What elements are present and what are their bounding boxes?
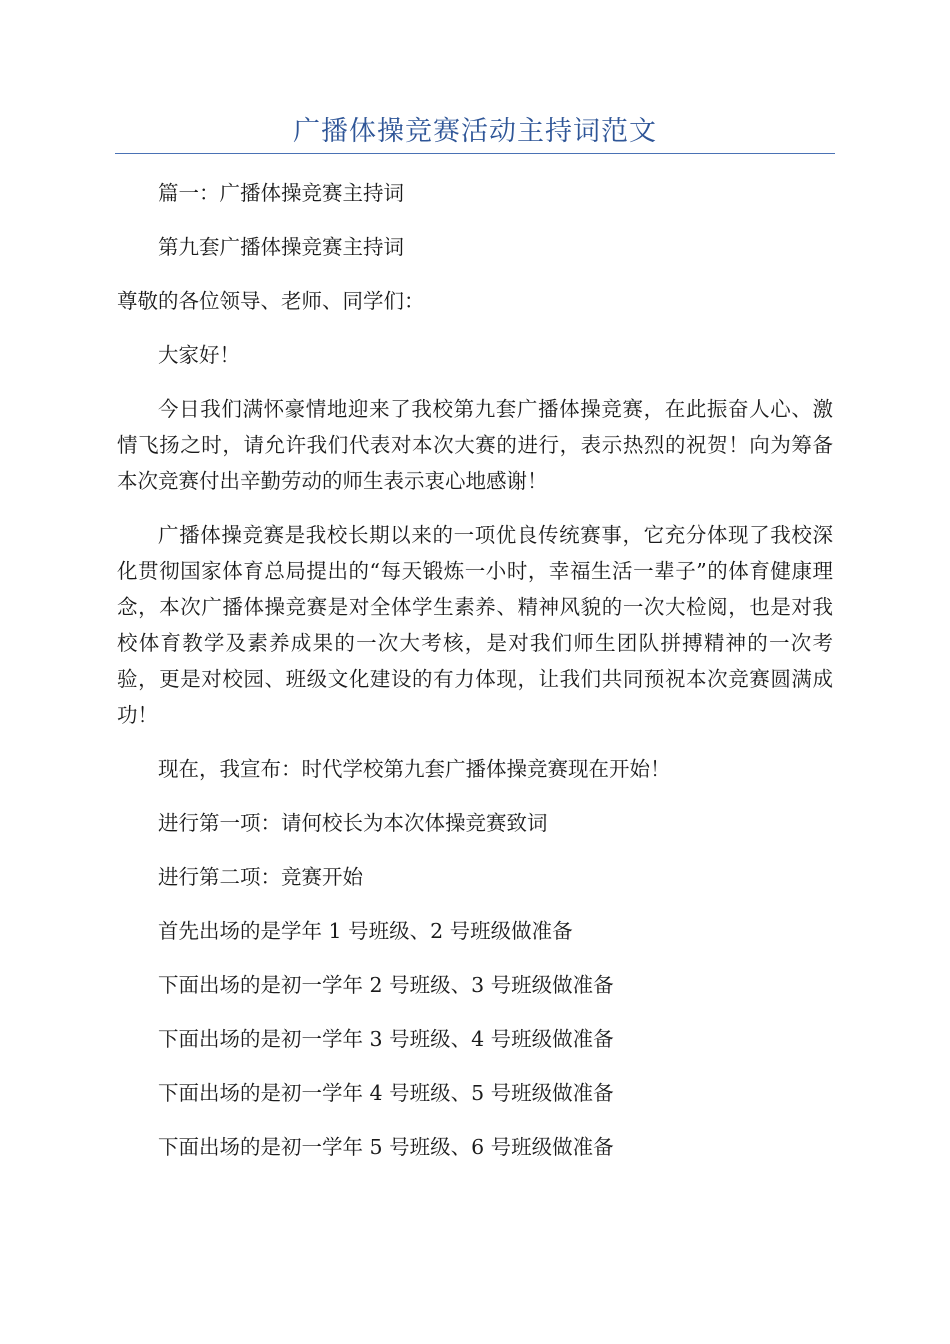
lineup-item: 下面出场的是初一学年 5 号班级、6 号班级做准备 [158,1135,614,1159]
section-heading: 篇一：广播体操竞赛主持词 [158,181,404,205]
lineup-item: 下面出场的是初一学年 3 号班级、4 号班级做准备 [158,1027,614,1051]
document-title: 广播体操竞赛活动主持词范文 [293,116,657,147]
document-body [117,175,833,1183]
lineup-item: 首先出场的是学年 1 号班级、2 号班级做准备 [158,919,573,943]
lineup-item: 下面出场的是初一学年 2 号班级、3 号班级做准备 [158,973,614,997]
salutation: 尊敬的各位领导、老师、同学们： [117,289,425,313]
title-underline [115,153,835,154]
tradition-paragraph: 广播体操竞赛是我校长期以来的一项优良传统赛事，它充分体现了我校深化贯彻国家体育总局提出的“每天锻炼一小时，幸福生活一辈子”的体育健康理念，本次广播体操竞赛是对全体学生素养、精神风貌的一次大检阅，也是对我校体育教学及素养成果的一次大考核，是对我们师生团队拼搏精神的一次考验，更是对校园、班级文化建设的有力体现，让我们共同预祝本次竞赛圆满成功！ [117,523,833,727]
subtitle: 第九套广播体操竞赛主持词 [158,235,404,259]
agenda-item: 进行第一项：请何校长为本次体操竞赛致词 [158,811,548,835]
announcement: 现在，我宣布：时代学校第九套广播体操竞赛现在开始！ [158,757,671,781]
greeting: 大家好！ [158,343,240,367]
agenda-item: 进行第二项：竞赛开始 [158,865,363,889]
opening-paragraph: 今日我们满怀豪情地迎来了我校第九套广播体操竞赛，在此振奋人心、激情飞扬之时，请允许我们代表对本次大赛的进行，表示热烈的祝贺！向为筹备本次竞赛付出辛勤劳动的师生表示衷心地感谢！ [117,397,833,493]
lineup-item: 下面出场的是初一学年 4 号班级、5 号班级做准备 [158,1081,614,1105]
